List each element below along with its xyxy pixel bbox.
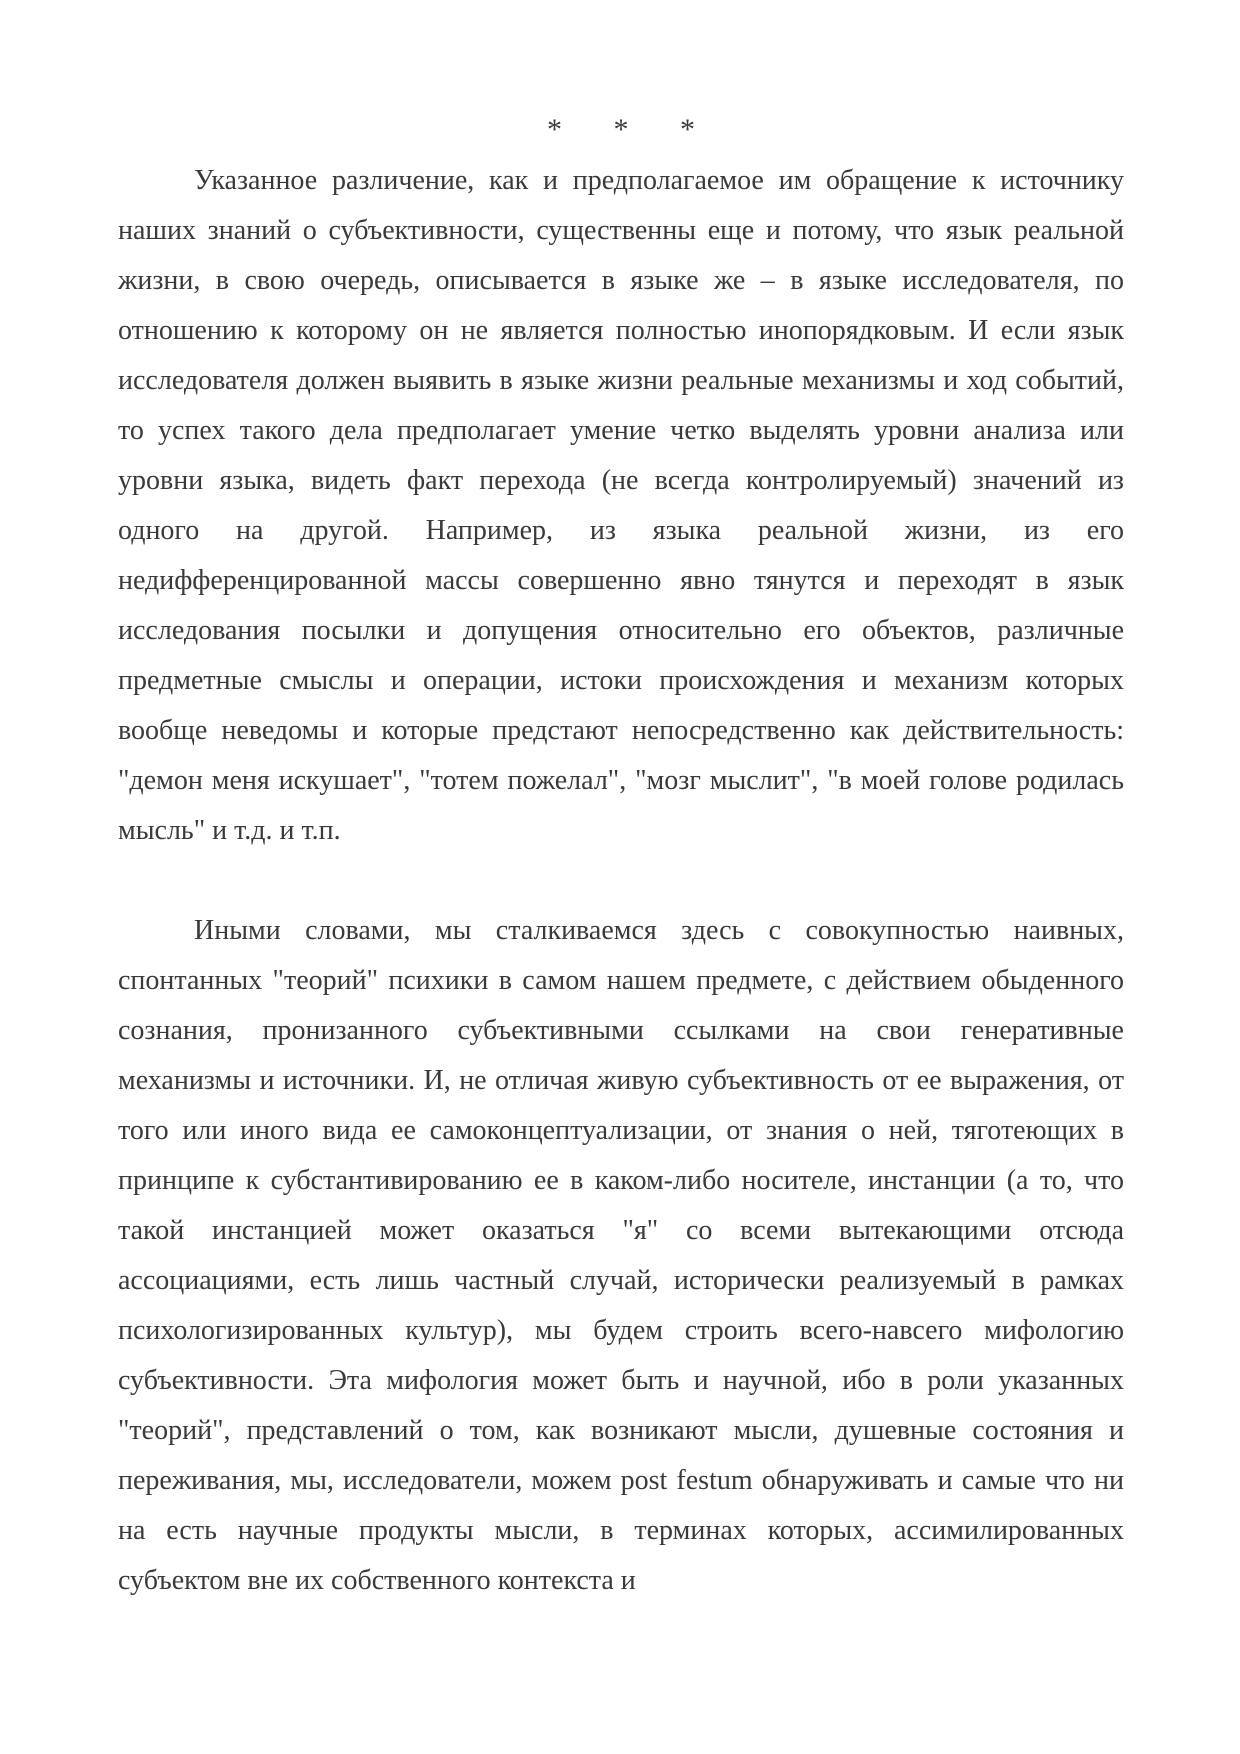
paragraph-2: Иными словами, мы сталкиваемся здесь с совокупностью наивных, спонтанных "теорий" психики в самом нашем предмете, с действием обыденного сознания, пронизанного субъективными ссылками на свои генеративные механизмы и источники. И, не отличая живую субъективность от ее выражения, от того или иного вида ее самоконцептуализации, от знания о ней, тяготеющих в принципе к субстантивированию ее в каком-либо носителе, инстанции (а то, что такой инстанцией может оказаться "я" со всеми вытекающими отсюда ассоциациями, есть лишь частный случай, исторически реализуемый в рамках психологизированных культур), мы будем строить всего-навсего мифологию субъективности. Эта мифология может быть и научной, ибо в роли указанных "теорий", представлений о том, как возникают мысли, душевные состояния и переживания, мы, исследователи, можем post festum обнаруживать и самые что ни на есть научные продукты мысли, в терминах которых, ассимилированных субъектом вне их собственного контекста и [118, 915, 1124, 1596]
section-separator: * * * [547, 113, 717, 146]
paragraph-1: Указанное различение, как и предполагаемое им обращение к источнику наших знаний о субъективности, существенны еще и потому, что язык реальной жизни, в свою очередь, описывается в языке же – в языке исследователя, по отношению к которому он не является полностью инопорядковым. И если язык исследователя должен выявить в языке жизни реальные механизмы и ход событий, то успех такого дела предполагает умение четко выделять уровни анализа или уровни языка, видеть факт перехода (не всегда контролируемый) значений из одного на другой. Например, из языка реальной жизни, из его недифференцированной массы совершенно явно тянутся и переходят в язык исследования посылки и допущения относительно его объектов, различные предметные смыслы и операции, истоки происхождения и механизм которых вообще неведомы и которые предстают непосредственно как действительность: "демон меня искушает", "тотем пожелал", "мозг мыслит", "в моей голове родилась мысль" и т.д. и т.п. [118, 165, 1124, 846]
page-body [118, 110, 1124, 1606]
